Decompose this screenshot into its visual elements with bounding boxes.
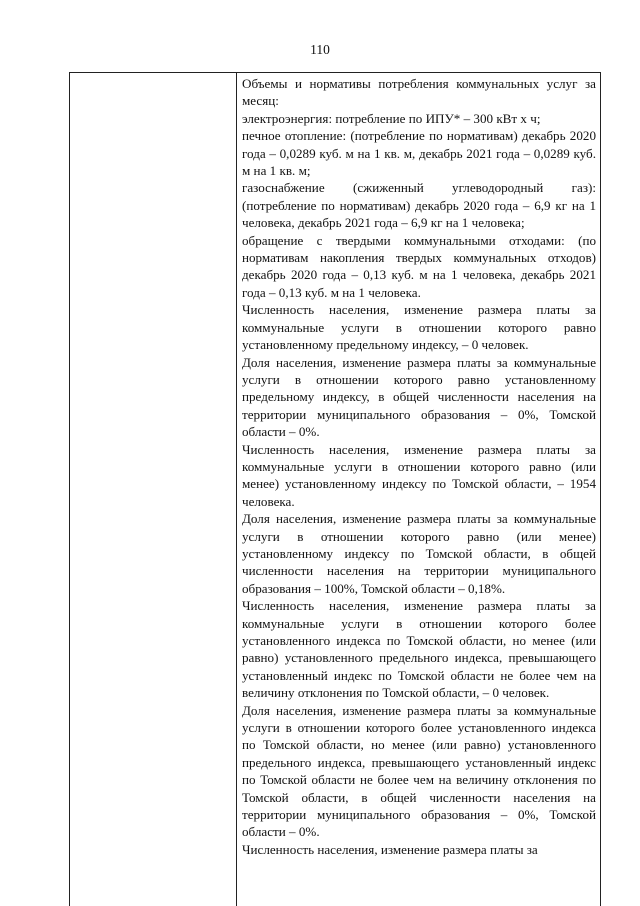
paragraph-population-equal-limit: Численность населения, изменение размера платы за коммунальные услуги в отношении которого равно установленному предельному индексу, – 0 человек. bbox=[242, 302, 596, 353]
page-number: 110 bbox=[310, 42, 330, 57]
paragraph-solid-waste: обращение с твердыми коммунальными отходами: (по нормативам накопления твердых коммунальных отходов) декабрь 2020 года – 0,13 куб. м на 1 человека, декабрь 2021 года – 0,13 куб. м на 1 человека. bbox=[242, 232, 596, 300]
document-table bbox=[69, 72, 601, 906]
paragraph-stove-heating: печное отопление: (потребление по нормативам) декабрь 2020 года – 0,0289 куб. м на 1 кв. м, декабрь 2021 года – 0,0289 куб. м на 1 кв. м; bbox=[242, 128, 596, 179]
paragraph-share-within-index: Доля населения, изменение размера платы за коммунальные услуги в отношении которого равно (или менее) установленному индексу по Томской области, в общей численности населения на территории муниципального образования – 100%, Томской области – 0,18%. bbox=[242, 511, 596, 596]
table-right-column bbox=[237, 73, 601, 906]
table-left-column bbox=[70, 73, 237, 906]
paragraph-electricity: электроэнергия: потребление по ИПУ* – 300 кВт х ч; bbox=[242, 110, 541, 126]
paragraph-population-within-index: Численность населения, изменение размера платы за коммунальные услуги в отношении которого равно (или менее) установленному индексу по Томской области, – 1954 человека. bbox=[242, 441, 596, 509]
paragraph-gas-supply: газоснабжение (сжиженный углеводородный газ): (потребление по нормативам) декабрь 2020 года – 6,9 кг на 1 человека, декабрь 2021 года – 6,9 кг на 1 человека; bbox=[242, 180, 596, 231]
paragraph-share-above-index: Доля населения, изменение размера платы за коммунальные услуги в отношении которого более установленного индекса по Томской области, но менее (или равно) установленного предельного индекса, превышающего установленный индекс по Томской области не более чем на величину отклонения по Томской области, в общей численности населения на территории муниципального образования – 0%, Томской области – 0%. bbox=[242, 702, 596, 840]
paragraph-population-continued: Численность населения, изменение размера платы за bbox=[242, 841, 538, 857]
paragraph-population-above-index: Численность населения, изменение размера платы за коммунальные услуги в отношении которого более установленного индекса по Томской области, но менее (или равно) установленного предельного индекса, превышающего установленный индекс по Томской области не более чем на величину отклонения по Томской области, – 0 человек. bbox=[242, 598, 596, 701]
paragraph-share-equal-limit: Доля населения, изменение размера платы за коммунальные услуги в отношении которого равно установленному предельному индексу, в общей численности населения на территории муниципального образования – 0%, Томской области – 0%. bbox=[242, 354, 596, 440]
paragraph-volumes-heading: Объемы и нормативы потребления коммунальных услуг за месяц: bbox=[242, 76, 596, 109]
